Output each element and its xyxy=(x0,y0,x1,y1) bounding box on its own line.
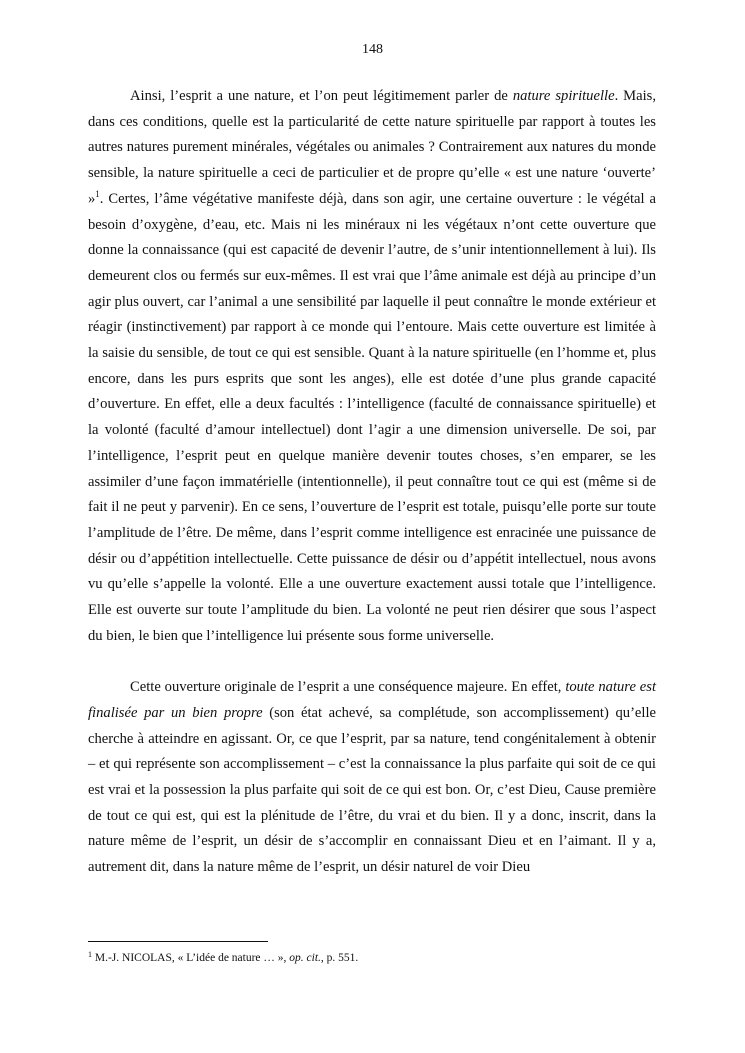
page-number: 148 xyxy=(362,42,383,57)
footnote-text-a: M.-J. NICOLAS, « L’idée de nature … », xyxy=(92,952,290,964)
paragraph-1 xyxy=(88,84,656,649)
footnote-text-b: , p. 551. xyxy=(320,952,359,964)
paragraph-1-italic: nature spirituelle xyxy=(512,88,615,104)
footnote xyxy=(88,950,656,966)
paragraph-1-text-c: . Certes, l’âme végétative manifeste déjà, dans son agir, une certaine ouverture : le végétal a besoin d’oxygène, d’eau, etc. Mais ni les minéraux ni les végétaux n’ont cette ouverture que donne la connaissance (qui est capacité de devenir l’autre, de s’unir intentionnellement à lui). Ils demeurent clos ou fermés sur eux-mêmes. Il est vrai que l’âme animale est déjà au principe d’un agir plus ouvert, car l’animal a une sensibilité par laquelle il peut connaître le monde extérieur et réagir (instinctivement) par rapport à ce monde qui l’entoure. Mais cette ouverture est limitée à la saisie du sensible, de tout ce qui est sensible. Quant à la nature spirituelle (en l’homme et, plus encore, dans les purs esprits que sont les anges), elle est dotée d’une plus grande capacité d’ouverture. En effet, elle a deux facultés : l’intelligence (faculté de connaissance spirituelle) et la volonté (faculté d’amour intellectuel) dont l’agir a une dimension universelle. De soi, par l’intelligence, l’esprit peut en quelque manière devenir toutes choses, s’en emparer, se les assimiler d’une façon immatérielle (intentionnelle), il peut connaître tout ce qui est (même si de fait il ne peut y parvenir). En ce sens, l’ouverture de l’esprit est totale, puisqu’elle porte sur toute l’amplitude de l’être. De même, dans l’esprit comme intelligence est enracinée une puissance de désir ou d’appétition intellectuelle. Cette puissance de désir ou d’appétit intellectuel, nous avons vu qu’elle s’appelle la volonté. Elle a une ouverture exactement aussi totale que l’intelligence. Elle est ouverte sur toute l’amplitude du bien. La volonté ne peut rien désirer que sous l’aspect du bien, le bien que l’intelligence lui présente sous forme universelle. xyxy=(88,190,656,644)
footnote-separator xyxy=(88,941,268,942)
body-text xyxy=(88,84,656,881)
paragraph-1-text-a: Ainsi, l’esprit a une nature, et l’on peut légitimement parler de xyxy=(130,88,513,104)
footnote-number: 1 xyxy=(88,950,92,959)
paragraph-2 xyxy=(88,675,656,881)
paragraph-2-text-a: Cette ouverture originale de l’esprit a une conséquence majeure. En effet, xyxy=(130,679,566,696)
footnote-text-italic: op. cit. xyxy=(289,952,321,964)
paragraph-2-text-b: (son état achevé, sa complétude, son accomplissement) qu’elle cherche à atteindre en agissant. Or, ce que l’esprit, par sa nature, tend congénitalement à obtenir – et qui représente son accomplissement – c’est la connaissance la plus parfaite qui soit de ce qui est vrai et la possession la plus parfaite qui soit de ce qui est bon. Or, c’est Dieu, Cause première de tout ce qui est, qui est la plénitude de l’être, du vrai et du bien. Il y a donc, inscrit, dans la nature même de l’esprit, un désir de s’accomplir en connaissant Dieu et en l’aimant. Il y a, autrement dit, dans la nature même de l’esprit, un désir naturel de voir Dieu xyxy=(88,704,656,876)
footnote-reference[interactable]: 1 xyxy=(95,188,100,199)
paragraph-2-italic: toute nature est finalisée par un bien propre xyxy=(88,679,656,721)
paragraph-1-text-b: . Mais, dans ces conditions, quelle est la particularité de cette nature spirituelle par rapport à toutes les autres natures purement minérales, végétales ou animales ? Contrairement aux natures du monde sensible, la nature spirituelle a ceci de particulier et de propre qu’elle « est une nature ‘ouverte’ » xyxy=(88,88,657,207)
